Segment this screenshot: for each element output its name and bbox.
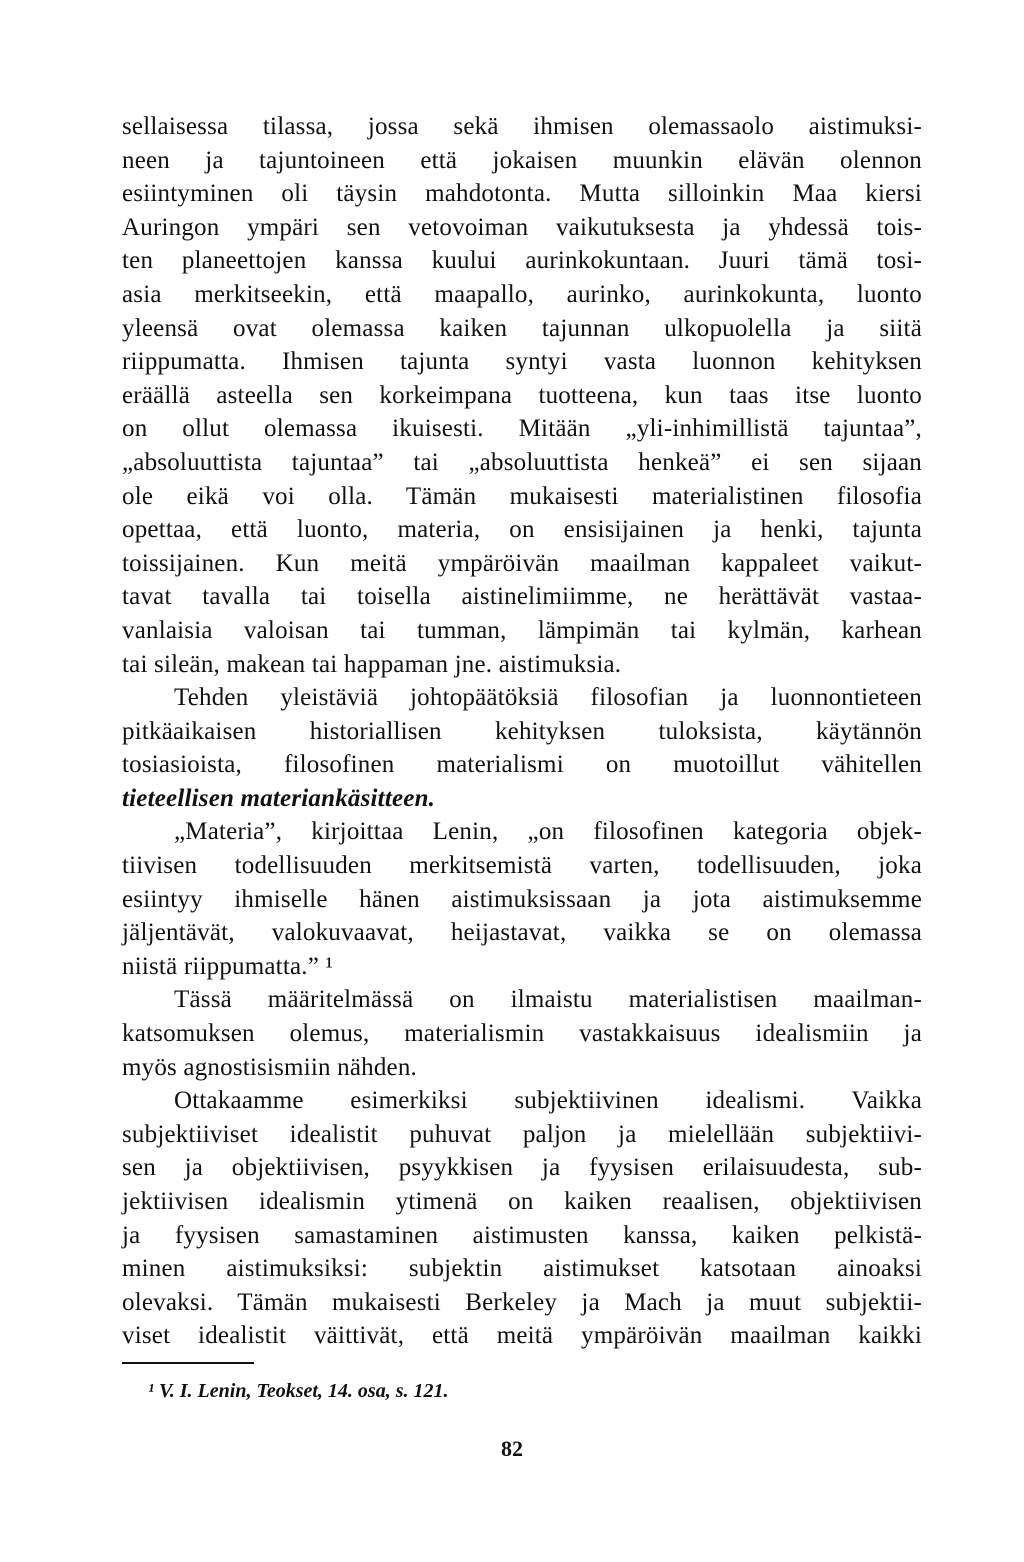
text-line: niistä riippumatta.” ¹ [122, 952, 334, 980]
text-line: ja fyysisen samastaminen aistimusten kanssa, kaiken pelkistä- [122, 1221, 922, 1249]
text-line: esiintyy ihmiselle hänen aistimuksissaan ja jota aistimuksemme [122, 885, 922, 913]
text-line: tavat tavalla tai toisella aistinelimiimme, ne herättävät vastaa- [122, 583, 922, 611]
text-line: Tehden yleistäviä johtopäätöksiä filosofian ja luonnontieteen [174, 684, 922, 712]
text-line: tiivisen todellisuuden merkitsemistä varten, todellisuuden, joka [122, 852, 922, 880]
text-line: olevaksi. Tämän mukaisesti Berkeley ja Mach ja muut subjektii- [122, 1288, 922, 1316]
text-line: myös agnostisismiin nähden. [122, 1053, 417, 1081]
text-line: tosiasioista, filosofinen materialismi on muotoillut vähitellen [122, 751, 922, 779]
page-number: 82 [501, 1436, 523, 1461]
text-line: „Materia”, kirjoittaa Lenin, „on filosofinen kategoria objek- [174, 818, 922, 846]
text-line: Tässä määritelmässä on ilmaistu materialistisen maailman- [174, 986, 922, 1014]
text-line: yleensä ovat olemassa kaiken tajunnan ulkopuolella ja siitä [122, 314, 922, 342]
text-line: Ottakaamme esimerkiksi subjektiivinen idealismi. Vaikka [174, 1087, 922, 1115]
text-line: Auringon ympäri sen vetovoiman vaikutuksesta ja yhdessä tois- [122, 213, 922, 241]
text-line: toissijainen. Kun meitä ympäröivän maailman kappaleet vaikut- [122, 549, 922, 577]
footnote: ¹ V. I. Lenin, Teokset, 14. osa, s. 121. [148, 1380, 449, 1402]
text-line: sen ja objektiivisen, psyykkisen ja fyysisen erilaisuudesta, sub- [122, 1154, 922, 1182]
body-text [122, 110, 922, 1353]
text-line: katsomuksen olemus, materialismin vastakkaisuus idealismiin ja [122, 1020, 922, 1048]
text-line: pitkäaikaisen historiallisen kehityksen tuloksista, käytännön [122, 717, 922, 745]
text-line: sellaisessa tilassa, jossa sekä ihmisen olemassaolo aistimuksi- [122, 113, 922, 140]
text-line: neen ja tajuntoineen että jokaisen muunkin elävän olennon [122, 146, 922, 174]
text-line: tieteellisen materiankäsitteen. [122, 784, 436, 812]
text-line: viset idealistit väittivät, että meitä ympäröivän maailman kaikki [122, 1322, 922, 1350]
text-line: riippumatta. Ihmisen tajunta syntyi vasta luonnon kehityksen [122, 348, 922, 376]
text-line: ole eikä voi olla. Tämän mukaisesti materialistinen filosofia [122, 482, 922, 510]
text-line: on ollut olemassa ikuisesti. Mitään „yli-inhimillistä tajuntaa”, [122, 415, 922, 443]
text-line: „absoluuttista tajuntaa” tai „absoluuttista henkeä” ei sen sijaan [122, 448, 922, 476]
text-line: jäljentävät, valokuvaavat, heijastavat, vaikka se on olemassa [122, 919, 922, 947]
text-line: eräällä asteella sen korkeimpana tuotteena, kun taas itse luonto [122, 381, 922, 409]
text-line: opettaa, että luonto, materia, on ensisijainen ja henki, tajunta [122, 516, 922, 544]
text-line: jektiivisen idealismin ytimenä on kaiken reaalisen, objektiivisen [122, 1188, 922, 1215]
text-line: subjektiiviset idealistit puhuvat paljon ja mielellään subjektiivi- [122, 1120, 922, 1148]
footnote-divider [122, 1362, 254, 1364]
text-line: vanlaisia valoisan tai tumman, lämpimän tai kylmän, karhean [122, 616, 922, 644]
text-line: minen aistimuksiksi: subjektin aistimukset katsotaan ainoaksi [122, 1255, 922, 1283]
text-line: tai sileän, makean tai happaman jne. aistimuksia. [122, 650, 622, 678]
text-line: asia merkitseekin, että maapallo, aurinko, aurinkokunta, luonto [122, 280, 922, 308]
text-line: esiintyminen oli täysin mahdotonta. Mutta silloinkin Maa kiersi [122, 180, 922, 208]
text-line: ten planeettojen kanssa kuului aurinkokuntaan. Juuri tämä tosi- [122, 247, 922, 275]
